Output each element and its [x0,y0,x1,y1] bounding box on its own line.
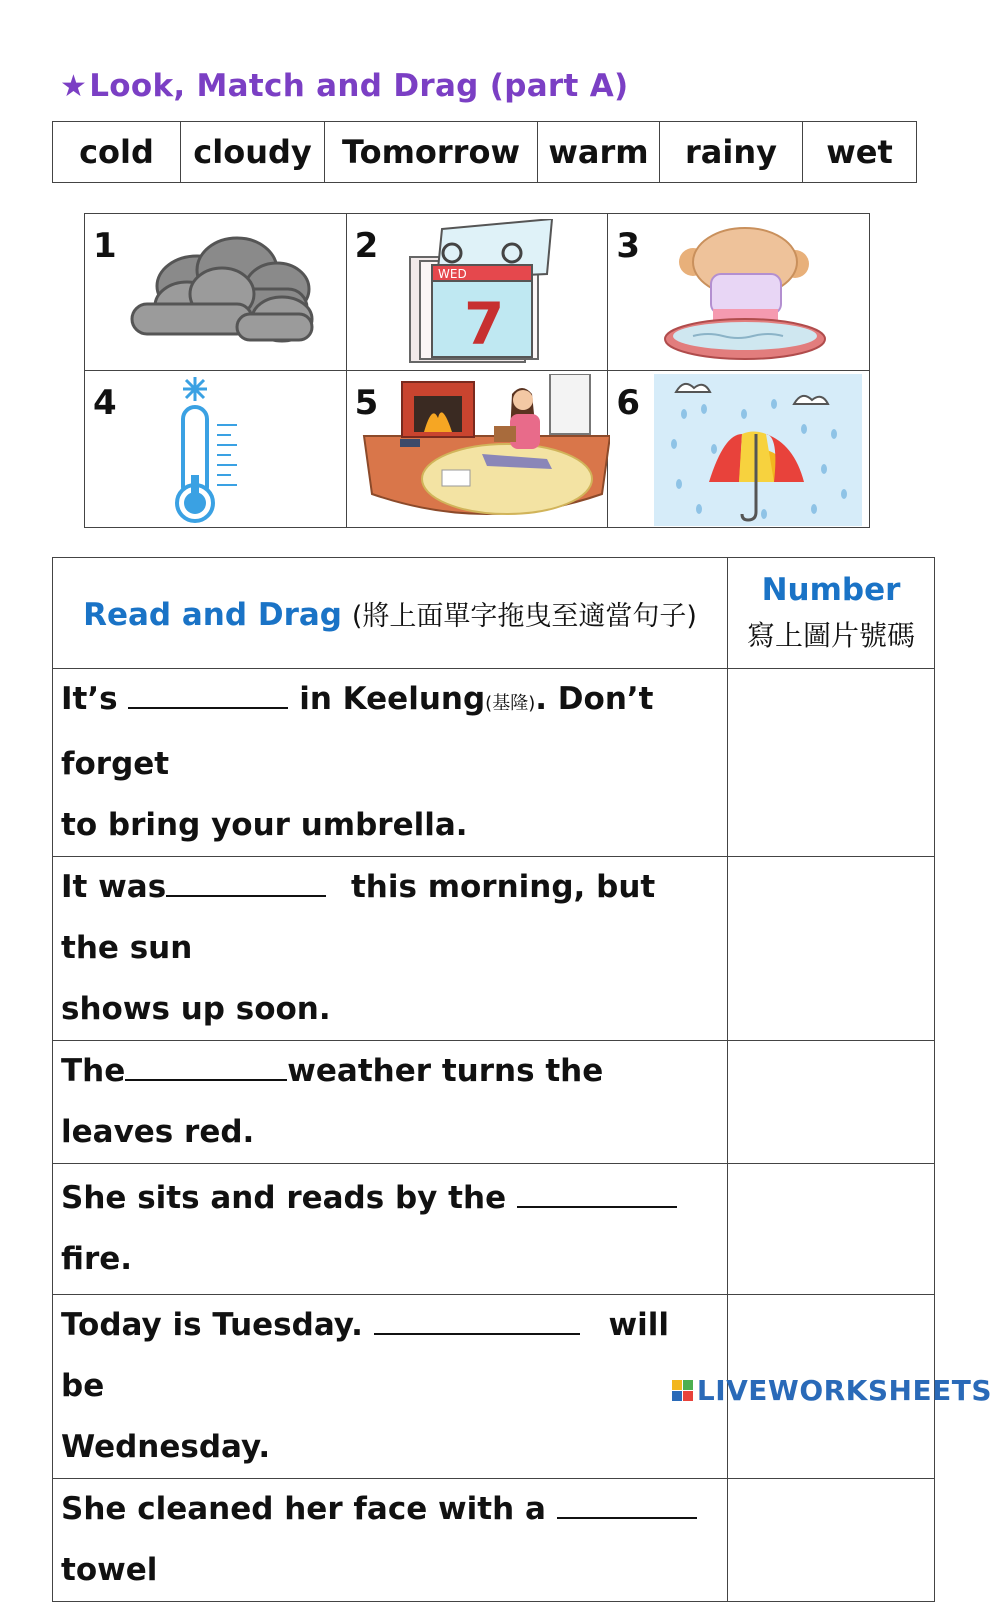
star-icon: ★ [60,69,88,104]
word-tomorrow[interactable]: Tomorrow [325,122,538,183]
picture-number: 5 [354,383,379,423]
sentence-3: The weather turns the leaves red. [53,1041,728,1164]
drop-blank[interactable] [557,1491,697,1519]
girl-washing-face-icon [663,224,833,369]
sentence-5: Today is Tuesday. will be Wednesday. [53,1295,728,1479]
word-wet[interactable]: wet [803,122,917,183]
girl-reading-by-fire-icon [362,374,610,526]
drop-blank[interactable] [374,1307,580,1335]
picture-cell-4 [85,371,347,528]
number-answer-box[interactable] [728,669,935,857]
picture-cell-3 [608,214,870,371]
clouds-icon [127,234,317,349]
picture-number: 1 [93,226,117,266]
liveworksheets-logo: LIVEWORKSHEETS [672,1374,992,1407]
picture-cell-1 [85,214,347,371]
drop-blank[interactable] [517,1180,677,1208]
logo-grid-icon [672,1380,693,1401]
picture-number: 4 [93,383,117,423]
number-answer-box[interactable] [728,1479,935,1602]
word-rainy[interactable]: rainy [660,122,803,183]
word-bank [52,121,917,183]
picture-number: 6 [616,383,640,423]
word-cloudy[interactable]: cloudy [181,122,325,183]
rain-umbrella-icon [654,374,862,526]
picture-number: 3 [616,226,640,266]
picture-cell-6 [608,371,870,528]
page-title: ★Look, Match and Drag (part A) [60,68,629,104]
svg-text:7: 7 [463,290,505,358]
word-warm[interactable]: warm [538,122,660,183]
svg-text:WED: WED [437,267,467,281]
word-cold[interactable]: cold [53,122,181,183]
drop-blank[interactable] [125,1053,287,1081]
header-instruction: Read and Drag (將上面單字拖曳至適當句子) [53,558,728,669]
thermometer-snowflake-icon [165,375,255,523]
read-and-drag-table [52,557,935,1602]
sentence-2: It was this morning, but the sun shows up soon. [53,857,728,1041]
number-answer-box[interactable] [728,1164,935,1295]
sentence-4: She sits and reads by the fire. [53,1164,728,1295]
sentence-6: She cleaned her face with a towel [53,1479,728,1602]
sentence-1: It’s in Keelung(基隆). Don’t forget to bring your umbrella. [53,669,728,857]
header-number: Number 寫上圖片號碼 [728,558,935,669]
number-answer-box[interactable] [728,857,935,1041]
picture-cell-2 [346,214,608,371]
drop-blank[interactable] [128,681,288,709]
calendar-icon [402,219,557,367]
drop-blank[interactable] [166,869,326,897]
picture-number: 2 [354,226,379,266]
number-answer-box[interactable] [728,1041,935,1164]
picture-grid [84,213,870,528]
picture-cell-5 [346,371,608,528]
